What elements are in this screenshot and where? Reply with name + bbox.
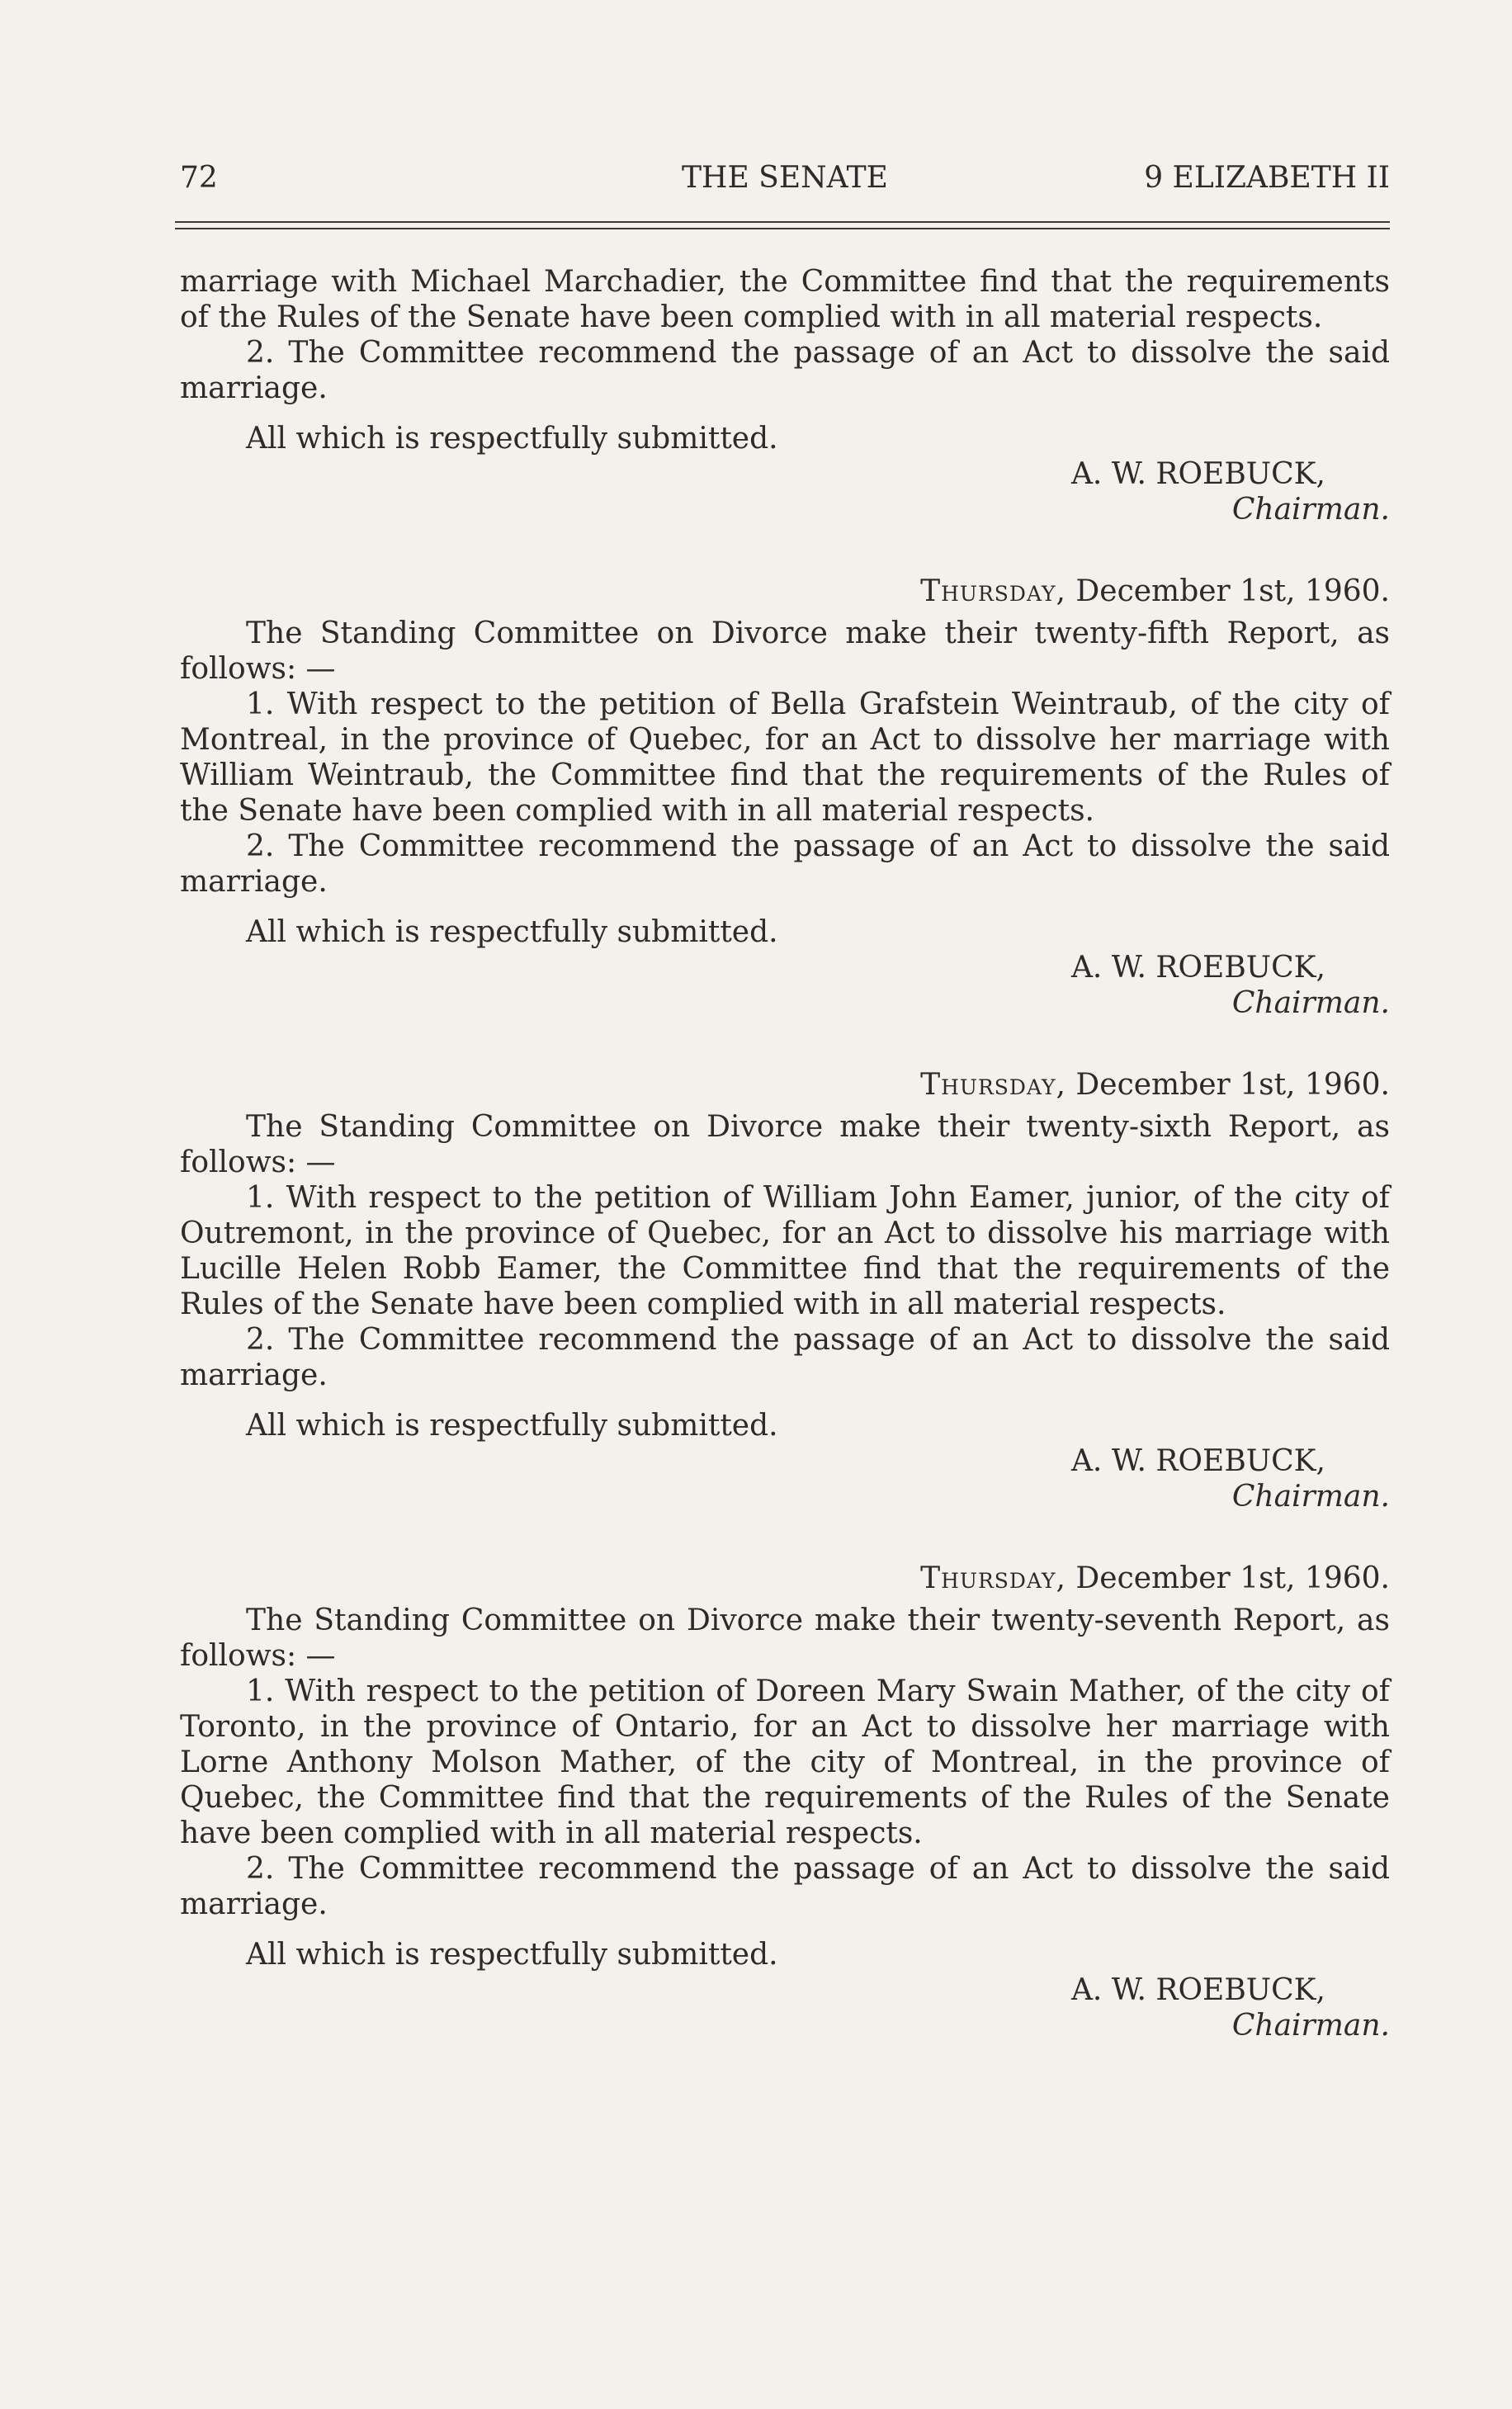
report-submitted: All which is respectfully submitted. — [246, 1409, 778, 1443]
report-twenty-sixth — [180, 1067, 1390, 1514]
report-item-2: 2. The Committee recommend the passage of an Act to dissolve the said marriage. — [180, 829, 1390, 899]
report-date — [180, 574, 1390, 609]
report-date — [180, 1067, 1390, 1103]
carryover-signature-title: Chairman. — [1231, 493, 1390, 527]
report-item-2: 2. The Committee recommend the passage of an Act to dissolve the said marriage. — [180, 1852, 1390, 1921]
report-signature-title: Chairman. — [1231, 2009, 1390, 2043]
header-rule-top — [175, 221, 1390, 223]
carryover-text: marriage with Michael Marchadier, the Committee find that the requirements of the Rules of the Senate have been complied with in all material respects. — [180, 265, 1390, 334]
report-item-1: 1. With respect to the petition of Doreen Mary Swain Mather, of the city of Toronto, in the province of Ontario, for an Act to dissolve her marriage with Lorne Anthony Molson Mather, of the city of Montreal, in the province of Quebec, the Committee find that the requirements of the Rules of the Senate have been complied with in all material respects. — [180, 1674, 1390, 1850]
report-twenty-seventh — [180, 1561, 1390, 2043]
report-item-1: 1. With respect to the petition of Bella Grafstein Weintraub, of the city of Montreal, in the province of Quebec, for an Act to dissolve her marriage with William Weintraub, the Committee find that the requirements of the Rules of the Senate have been complied with in all material respects. — [180, 687, 1390, 828]
report-submitted: All which is respectfully submitted. — [246, 1938, 778, 1972]
report-intro: The Standing Committee on Divorce make their twenty-fifth Report, as follows: — — [180, 616, 1390, 686]
report-day: Thursday, — [920, 1068, 1066, 1102]
carryover-item-2: 2. The Committee recommend the passage of an Act to dissolve the said marriage. — [180, 336, 1390, 405]
report-date-text: December 1st, 1960. — [1075, 574, 1390, 608]
report-intro: The Standing Committee on Divorce make their twenty-seventh Report, as follows: — — [180, 1604, 1390, 1673]
carryover-signature: A. W. ROEBUCK, — [1070, 457, 1325, 491]
report-item-1: 1. With respect to the petition of William John Eamer, junior, of the city of Outremont, in the province of Quebec, for an Act to dissolve his marriage with Lucille Helen Robb Eamer, the Committee find that the requirements of the Rules of the Senate have been complied with in all material respects. — [180, 1181, 1390, 1321]
header-rule-bottom — [175, 228, 1390, 229]
report-submitted: All which is respectfully submitted. — [246, 915, 778, 949]
carryover-report — [180, 264, 1390, 527]
report-signature: A. W. ROEBUCK, — [1070, 951, 1325, 985]
report-date — [180, 1561, 1390, 1596]
running-title: THE SENATE — [682, 161, 888, 195]
report-day: Thursday, — [920, 1561, 1066, 1595]
report-signature-title: Chairman. — [1231, 986, 1390, 1020]
page-header — [180, 161, 1390, 202]
regnal-year: 9 ELIZABETH II — [1144, 161, 1390, 195]
report-date-text: December 1st, 1960. — [1075, 1068, 1390, 1102]
page-body — [180, 264, 1390, 2043]
report-date-text: December 1st, 1960. — [1075, 1561, 1390, 1595]
report-signature: A. W. ROEBUCK, — [1070, 1444, 1325, 1478]
carryover-submitted: All which is respectfully submitted. — [246, 422, 778, 456]
report-item-2: 2. The Committee recommend the passage of an Act to dissolve the said marriage. — [180, 1323, 1390, 1392]
report-twenty-fifth — [180, 574, 1390, 1021]
report-signature: A. W. ROEBUCK, — [1070, 1973, 1325, 2007]
report-day: Thursday, — [920, 574, 1066, 608]
page-number: 72 — [180, 161, 218, 195]
report-signature-title: Chairman. — [1231, 1480, 1390, 1514]
report-intro: The Standing Committee on Divorce make their twenty-sixth Report, as follows: — — [180, 1110, 1390, 1179]
